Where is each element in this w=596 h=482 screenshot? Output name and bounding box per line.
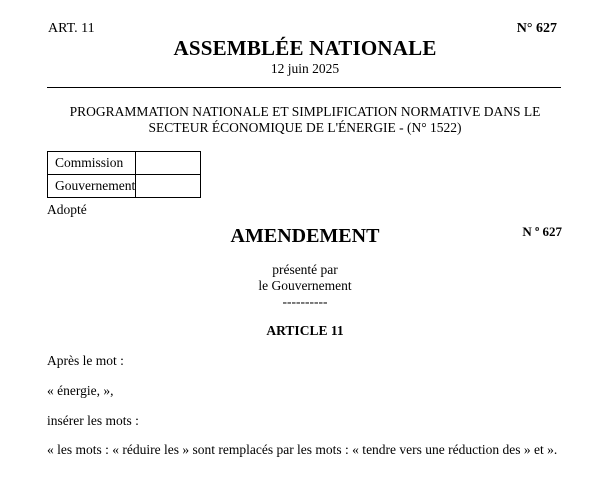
amendment-number-header: N° 627	[516, 21, 557, 36]
status-value	[136, 175, 201, 198]
header-divider	[47, 87, 561, 88]
separator: ----------	[282, 294, 328, 309]
article-heading: ARTICLE 11	[266, 323, 344, 338]
status-row-gouvernement	[48, 175, 201, 198]
bill-title: PROGRAMMATION NATIONALE ET SIMPLIFICATION NORMATIVE DANS LE SECTEUR ÉCONOMIQUE DE L'ÉNERGIE - (N° 1522)	[69, 104, 541, 135]
status-value	[136, 152, 201, 175]
body-paragraph: « les mots : « réduire les » sont remplacés par les mots : « tendre vers une réduction des » et ».	[47, 442, 558, 457]
status-row-commission	[48, 152, 201, 175]
article-reference: ART. 11	[48, 21, 95, 36]
document-date: 12 juin 2025	[270, 61, 340, 76]
amendment-number: N º 627	[522, 224, 562, 239]
amendment-author: le Gouvernement	[258, 278, 352, 293]
assembly-title: ASSEMBLÉE NATIONALE	[173, 36, 437, 60]
body-paragraph: insérer les mots :	[47, 413, 139, 428]
status-table	[47, 151, 201, 198]
status-label: Commission	[48, 152, 136, 175]
body-paragraph: « énergie, »,	[47, 383, 114, 398]
status-label: Gouvernement	[48, 175, 136, 198]
body-paragraph: Après le mot :	[47, 353, 124, 368]
adoption-result: Adopté	[47, 202, 87, 217]
presented-by-label: présenté par	[272, 262, 338, 277]
amendment-title: AMENDEMENT	[230, 225, 380, 247]
